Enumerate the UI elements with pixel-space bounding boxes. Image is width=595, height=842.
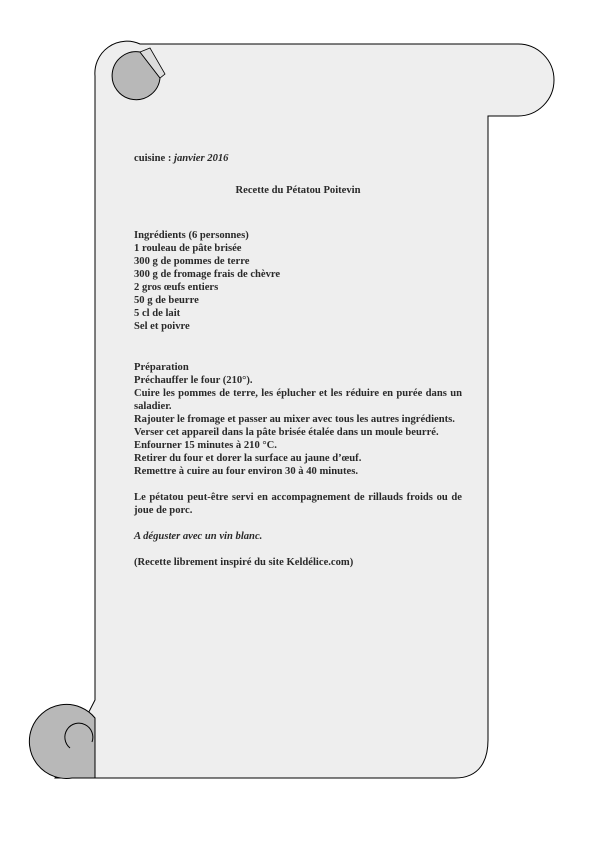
recipe-title: Recette du Pétatou Poitevin	[235, 185, 361, 196]
preparation-step: Retirer du four et dorer la surface au jaune d’œuf.	[134, 453, 362, 464]
preparation-heading: Préparation	[134, 362, 189, 373]
ingredient-item: 300 g de fromage frais de chèvre	[134, 269, 281, 280]
preparation-step: Remettre à cuire au four environ 30 à 40 minutes.	[134, 466, 359, 477]
preparation-section	[134, 361, 462, 478]
ingredient-item: Sel et poivre	[134, 321, 190, 332]
ingredients-heading: Ingrédients (6 personnes)	[134, 230, 249, 241]
preparation-step: Enfourner 15 minutes à 210 °C.	[134, 440, 277, 451]
ingredient-item: 50 g de beurre	[134, 295, 199, 306]
ingredients-section	[134, 229, 462, 333]
ingredient-item: 2 gros œufs entiers	[134, 282, 219, 293]
source-note: (Recette librement inspiré du site Keldélice.com)	[134, 557, 354, 568]
preparation-step: Préchauffer le four (210°).	[134, 375, 253, 386]
ingredient-item: 300 g de pommes de terre	[134, 256, 250, 267]
bottom-curl	[29, 704, 95, 778]
ingredient-item: 5 cl de lait	[134, 308, 181, 319]
serving-note: Le pétatou peut-être servi en accompagnement de rillauds froids ou de joue de porc.	[134, 492, 462, 516]
category-label: cuisine :	[134, 153, 172, 164]
issue-date: janvier 2016	[174, 153, 229, 164]
preparation-step: Rajouter le fromage et passer au mixer avec tous les autres ingrédients.	[134, 414, 455, 425]
category-line	[134, 152, 462, 165]
preparation-step: Verser cet appareil dans la pâte brisée étalée dans un moule beurré.	[134, 427, 439, 438]
recipe-content	[134, 152, 462, 569]
preparation-step: Cuire les pommes de terre, les éplucher et les réduire en purée dans un saladier.	[134, 388, 462, 412]
ingredient-item: 1 rouleau de pâte brisée	[134, 243, 242, 254]
wine-note: A déguster avec un vin blanc.	[134, 531, 263, 542]
